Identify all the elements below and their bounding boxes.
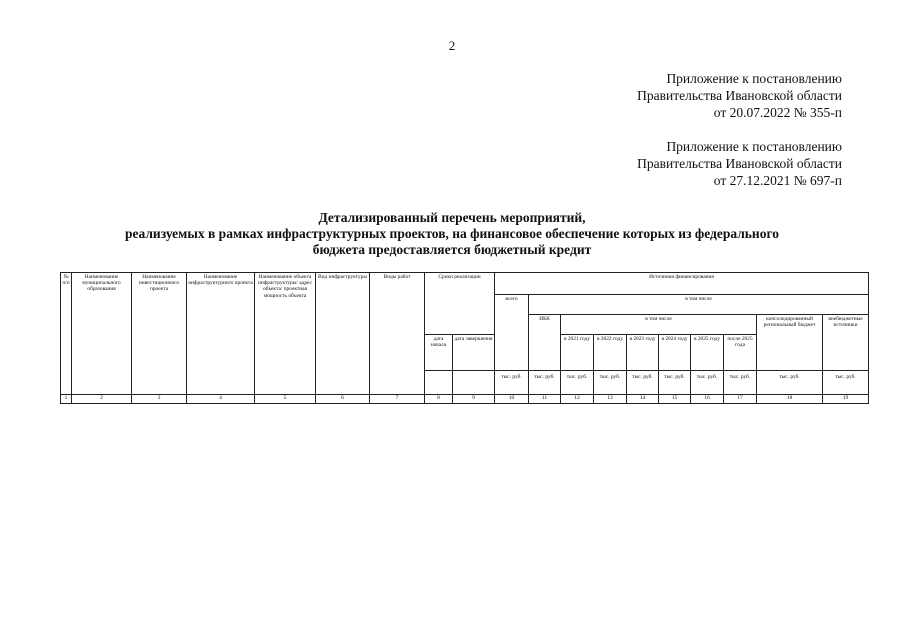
appendix-block-2 [522, 138, 842, 189]
header-after-2025: после 2025 года [724, 335, 757, 371]
appendix-2-line-1: Приложение к постановлению [666, 139, 842, 154]
column-number: 18 [757, 395, 823, 404]
appendix-2-line-3: от 27.12.2021 № 697-п [713, 173, 842, 188]
unit-cell: тыс. руб. [627, 371, 659, 395]
header-total: всего [495, 295, 529, 371]
column-number: 19 [823, 395, 869, 404]
header-extrabudget: внебюджетные источники [823, 315, 869, 371]
column-number: 13 [594, 395, 627, 404]
header-infra-type: Вид инфраструктуры [316, 273, 370, 395]
column-number: 5 [255, 395, 316, 404]
unit-cell: тыс. руб. [561, 371, 594, 395]
title-line-3: бюджета предоставляется бюджетный кредит [312, 242, 592, 257]
header-municipality: Наименование муниципального образования [72, 273, 132, 395]
column-number: 4 [187, 395, 255, 404]
unit-cell: тыс. руб. [823, 371, 869, 395]
column-number: 17 [724, 395, 757, 404]
document-title [60, 210, 844, 258]
unit-cell [453, 371, 495, 395]
header-year-2023: в 2023 году [627, 335, 659, 371]
appendix-2-line-2: Правительства Ивановской области [637, 156, 842, 171]
unit-cell: тыс. руб. [495, 371, 529, 395]
column-number: 14 [627, 395, 659, 404]
unit-cell: тыс. руб. [724, 371, 757, 395]
header-ibk: ИБК [529, 315, 561, 371]
column-number: 16 [691, 395, 724, 404]
column-number: 6 [316, 395, 370, 404]
column-number: 10 [495, 395, 529, 404]
column-number: 15 [659, 395, 691, 404]
unit-cell: тыс. руб. [691, 371, 724, 395]
title-line-1: Детализированный перечень мероприятий, [318, 210, 586, 225]
column-number: 3 [132, 395, 187, 404]
column-number: 11 [529, 395, 561, 404]
header-investment-project: Наименование инвестиционного проекта [132, 273, 187, 395]
column-number: 2 [72, 395, 132, 404]
header-including-years: в том числе [561, 315, 757, 335]
unit-cell [425, 371, 453, 395]
unit-cell: тыс. руб. [659, 371, 691, 395]
column-number: 7 [370, 395, 425, 404]
page-number: 2 [448, 38, 456, 53]
column-number: 9 [453, 395, 495, 404]
header-object: Наименование объекта инфраструктуры/ адрес объекта/ проектная мощность объекта [255, 273, 316, 395]
column-number: 8 [425, 395, 453, 404]
header-works: Виды работ [370, 273, 425, 395]
unit-cell: тыс. руб. [757, 371, 823, 395]
header-terms: Сроки реализации [425, 273, 495, 335]
appendix-1-line-2: Правительства Ивановской области [637, 88, 842, 103]
header-including: в том числе [529, 295, 869, 315]
header-year-2021: в 2021 году [561, 335, 594, 371]
column-number: 1 [61, 395, 72, 404]
appendix-1-line-1: Приложение к постановлению [666, 71, 842, 86]
header-infra-project: Наименование инфраструктурного проекта [187, 273, 255, 395]
title-line-2: реализуемых в рамках инфраструктурных проектов, на финансовое обеспечение которых из федерального [124, 226, 780, 241]
appendix-block-1 [522, 70, 842, 121]
header-sources: Источники финансирования [495, 273, 869, 295]
header-year-2025: в 2025 году [691, 335, 724, 371]
header-end-date: дата завершения [453, 335, 495, 371]
appendix-1-line-3: от 20.07.2022 № 355-п [713, 105, 842, 120]
column-number-row [61, 395, 869, 404]
header-start-date: дата начала [425, 335, 453, 371]
unit-cell: тыс. руб. [529, 371, 561, 395]
measures-table [60, 272, 869, 404]
header-consolidated-budget: консолидированный региональный бюджет [757, 315, 823, 371]
header-num: № п/п [61, 273, 72, 395]
header-year-2022: в 2022 году [594, 335, 627, 371]
column-number: 12 [561, 395, 594, 404]
header-year-2024: в 2024 году [659, 335, 691, 371]
unit-cell: тыс. руб. [594, 371, 627, 395]
